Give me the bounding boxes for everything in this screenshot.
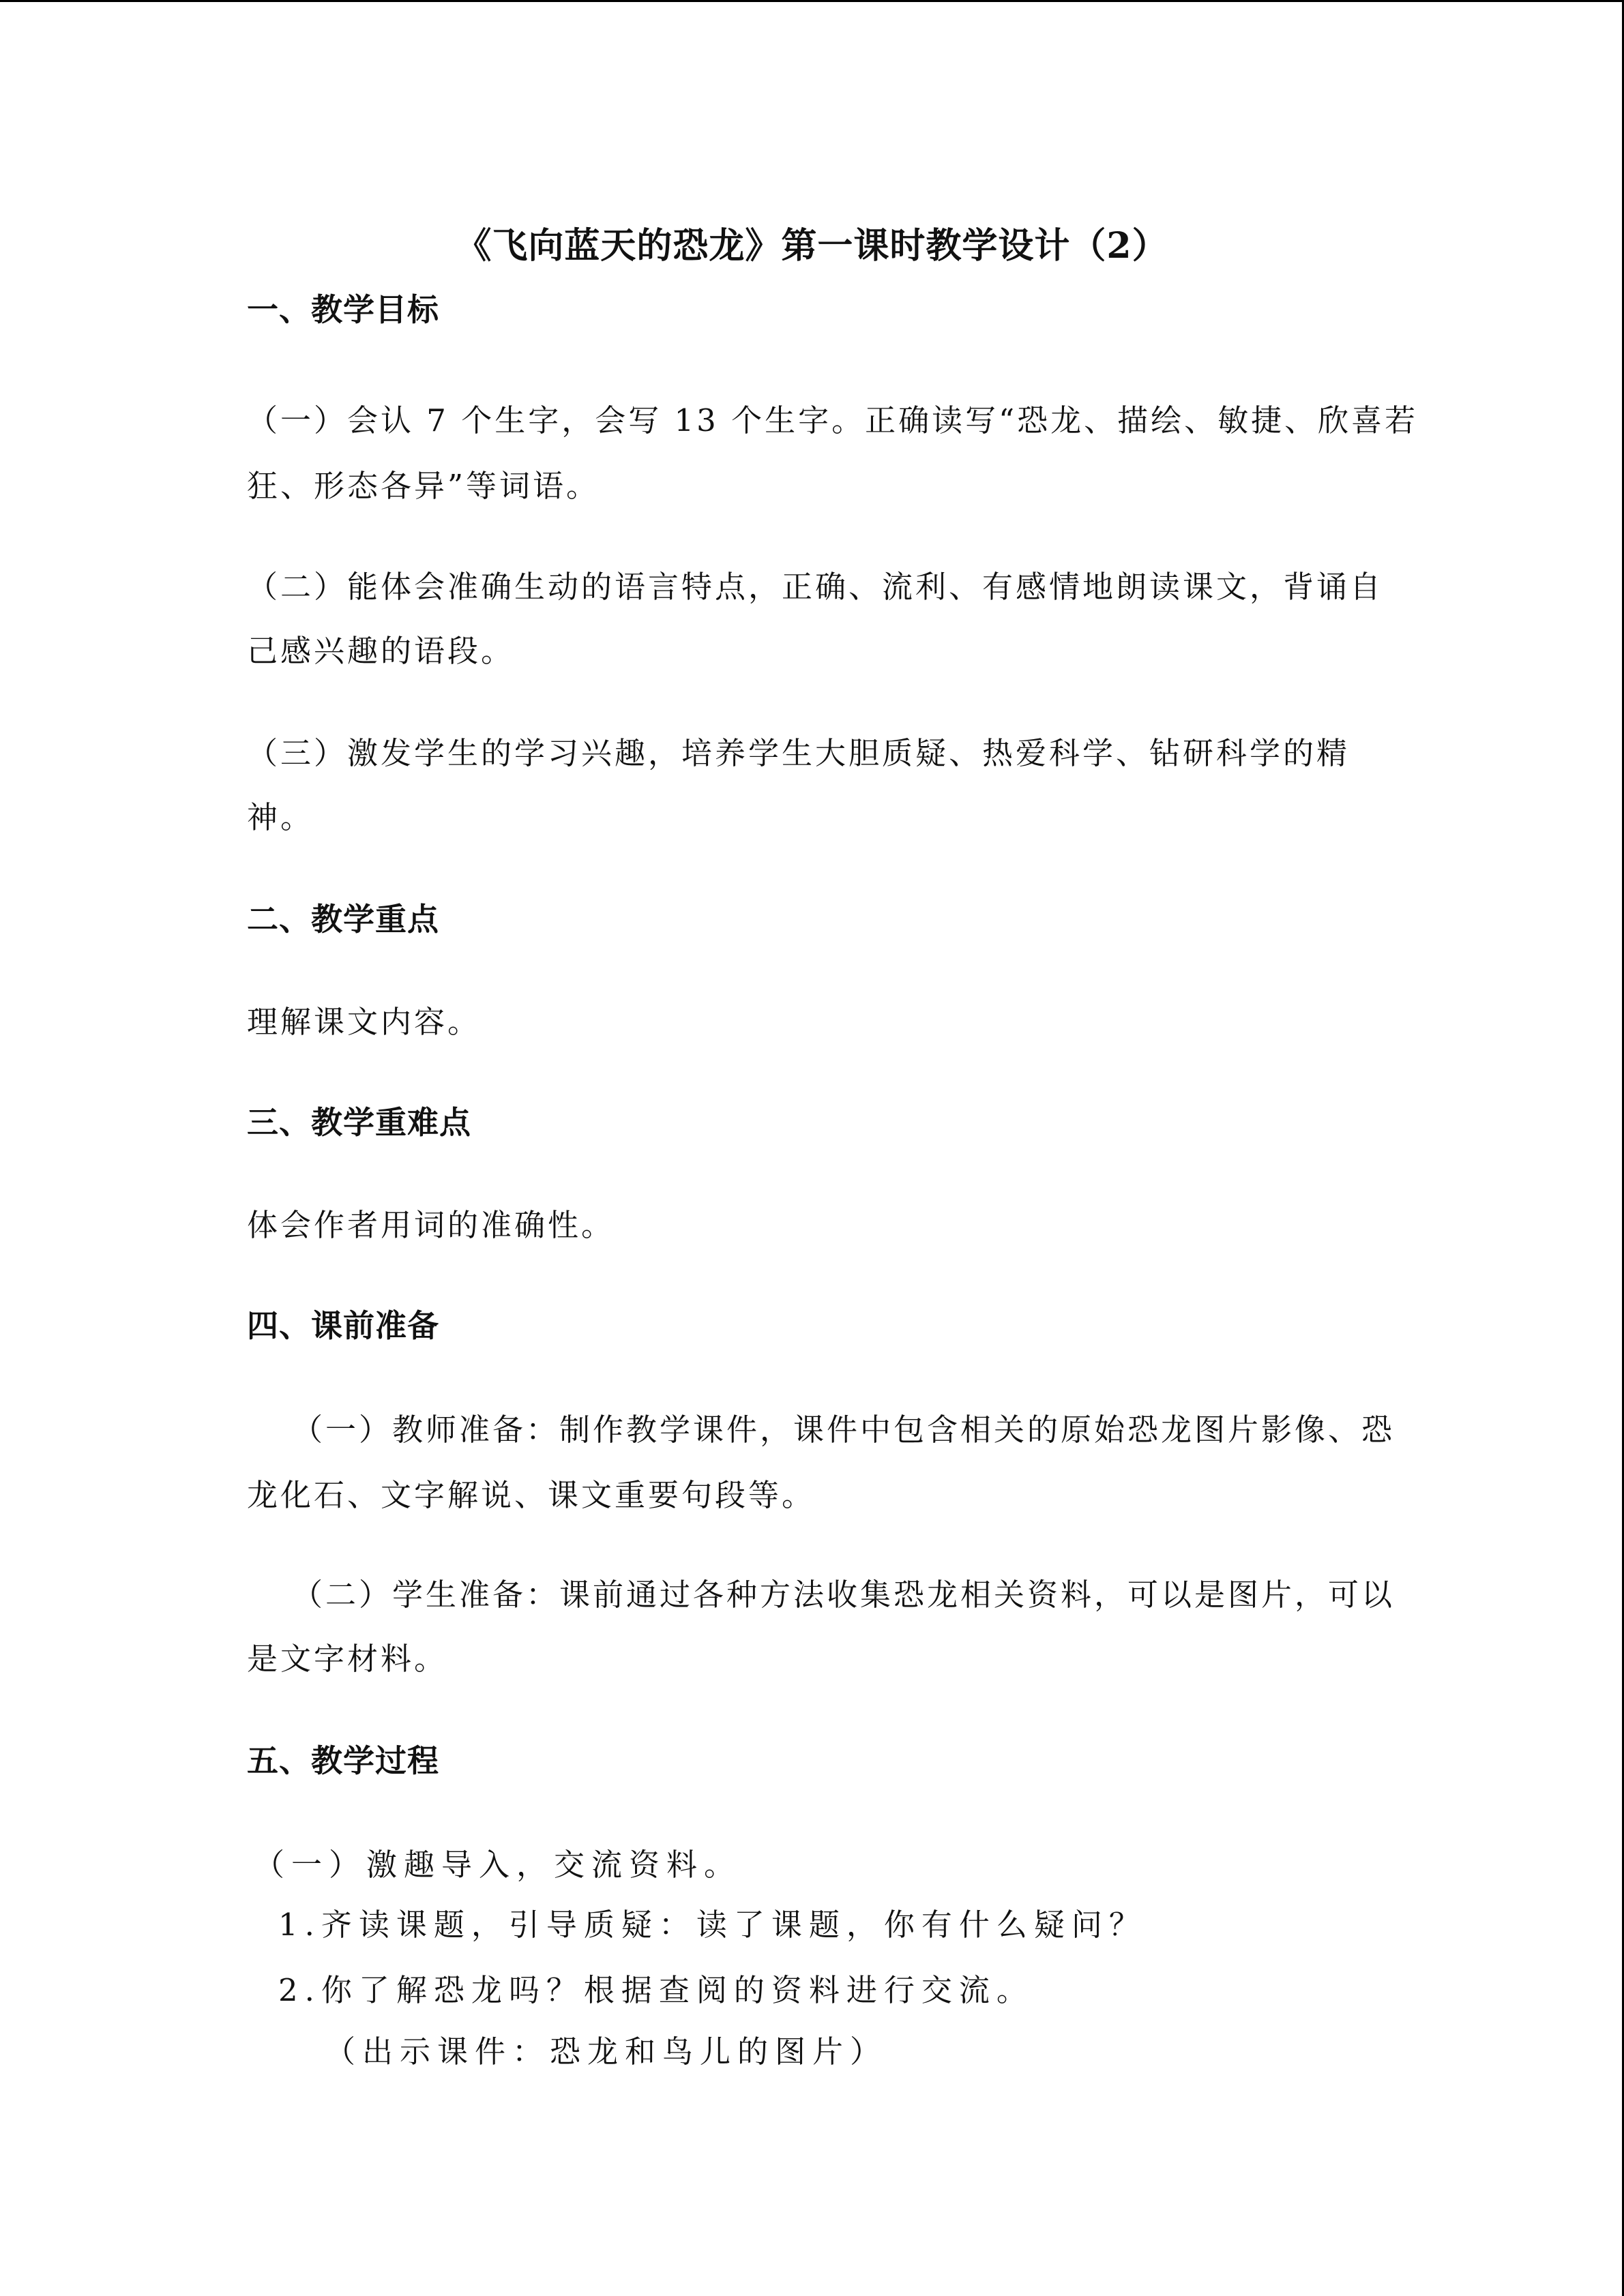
preparation-teacher-line-1: （一）教师准备：制作教学课件，课件中包含相关的原始恐龙图片影像、恐 xyxy=(292,1412,1396,1448)
document-title: 《飞向蓝天的恐龙》第一课时教学设计（2） xyxy=(456,225,1168,267)
process-item-1: 1.齐读课题，引导质疑：读了课题，你有什么疑问？ xyxy=(278,1907,1147,1943)
section-heading-process: 五、教学过程 xyxy=(247,1742,439,1779)
objective-1-line-1: （一）会认 7 个生字，会写 13 个生字。正确读写“恐龙、描绘、敏捷、欣喜若 xyxy=(247,402,1419,438)
process-item-2: 2.你了解恐龙吗？根据查阅的资料进行交流。 xyxy=(278,1972,1034,2008)
section-heading-difficult-points: 三、教学重难点 xyxy=(247,1104,471,1141)
section-heading-key-points: 二、教学重点 xyxy=(247,901,439,938)
objective-1-line-2: 狂、形态各异”等词语。 xyxy=(247,468,600,504)
preparation-student-line-2: 是文字材料。 xyxy=(247,1641,448,1677)
process-note: （出示课件：恐龙和鸟儿的图片） xyxy=(325,2033,888,2070)
preparation-teacher-line-2: 龙化石、文字解说、课文重要句段等。 xyxy=(247,1477,816,1513)
objective-3-line-1: （三）激发学生的学习兴趣，培养学生大胆质疑、热爱科学、钻研科学的精 xyxy=(247,735,1350,771)
process-subheading-intro: （一）激趣导入，交流资料。 xyxy=(254,1847,742,1883)
page-border-top xyxy=(0,0,1624,2)
section-heading-preparation: 四、课前准备 xyxy=(247,1307,439,1344)
difficult-point-text: 体会作者用词的准确性。 xyxy=(247,1207,615,1243)
objective-3-line-2: 神。 xyxy=(247,799,314,835)
preparation-student-line-1: （二）学生准备：课前通过各种方法收集恐龙相关资料，可以是图片，可以 xyxy=(292,1577,1396,1613)
section-heading-objectives: 一、教学目标 xyxy=(247,291,439,328)
key-point-text: 理解课文内容。 xyxy=(247,1004,482,1040)
objective-2-line-1: （二）能体会准确生动的语言特点，正确、流利、有感情地朗读课文，背诵自 xyxy=(247,569,1384,605)
objective-2-line-2: 己感兴趣的语段。 xyxy=(247,633,515,669)
